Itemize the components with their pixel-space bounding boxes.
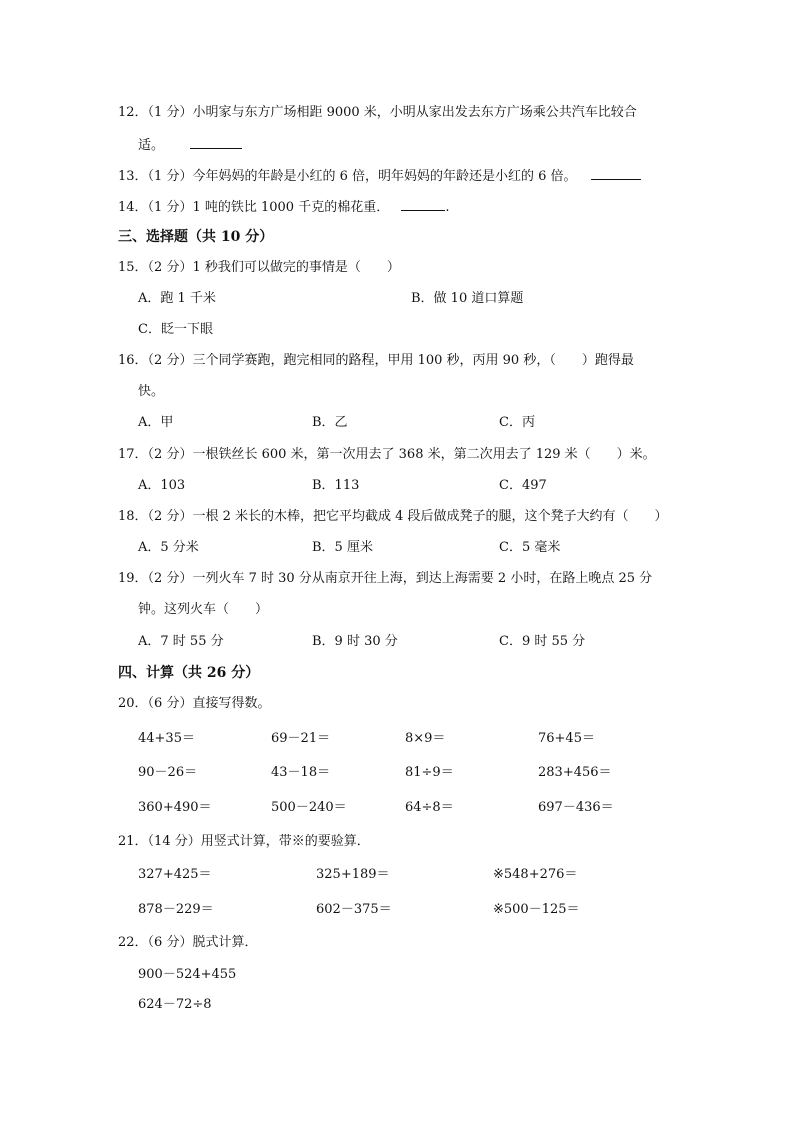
q20-item: 90－26＝ [138, 765, 198, 780]
q20-item: 44+35＝ [138, 731, 195, 746]
q17-option-b[interactable]: B．113 [312, 478, 360, 493]
q21-item: 327+425＝ [138, 867, 212, 882]
question-12-text: 12．（1 分）小明家与东方广场相距 9000 米，小明从家出发去东方广场乘公共汽车比较合 [118, 105, 637, 120]
question-13-text: 13．（1 分）今年妈妈的年龄是小红的 6 倍，明年妈妈的年龄还是小红的 6 倍。 [118, 169, 577, 184]
q21-item: 602－375＝ [316, 902, 392, 917]
section-title-calculation: 四、计算（共 26 分） [118, 665, 260, 681]
q20-item: 360+490＝ [138, 800, 212, 815]
question-19-text: 19．（2 分）一列火车 7 时 30 分从南京开往上海，到达上海需要 2 小时，在路上晚点 25 分 [118, 571, 653, 586]
answer-blank-12[interactable] [190, 134, 242, 149]
q19-option-c[interactable]: C．9 时 55 分 [499, 634, 586, 649]
question-14 [118, 196, 449, 218]
answer-blank-13[interactable] [591, 165, 641, 180]
question-14-text: 14．（1 分）1 吨的铁比 1000 千克的棉花重． [118, 200, 390, 215]
question-19-text-cont: 钟。这列火车（ ） [138, 602, 269, 617]
question-21-text: 21．（14 分）用竖式计算，带※的要验算． [118, 834, 370, 849]
q20-item: 81÷9＝ [405, 765, 454, 780]
question-20-text: 20．（6 分）直接写得数。 [118, 696, 271, 711]
question-12-text-cont [138, 134, 242, 156]
section-title-choice: 三、选择题（共 10 分） [118, 229, 274, 245]
q18-option-c[interactable]: C．5 毫米 [499, 540, 561, 555]
question-15-text: 15．（2 分）1 秒我们可以做完的事情是（ ） [118, 260, 400, 275]
q21-item: 325+189＝ [316, 867, 390, 882]
q15-option-b[interactable]: B．做 10 道口算题 [411, 291, 524, 306]
q22-item: 900－524+455 [138, 967, 237, 982]
q20-item: 500－240＝ [271, 800, 347, 815]
q20-item: 69－21＝ [271, 731, 331, 746]
question-22-text: 22．（6 分）脱式计算． [118, 935, 258, 950]
q18-option-a[interactable]: A．5 分米 [138, 540, 199, 555]
q16-option-c[interactable]: C．丙 [499, 415, 535, 430]
question-16-text: 16．（2 分）三个同学赛跑，跑完相同的路程，甲用 100 秒，丙用 90 秒，（ ）跑得最 [118, 353, 634, 368]
q16-option-a[interactable]: A．甲 [138, 415, 174, 430]
q16-option-b[interactable]: B．乙 [312, 415, 348, 430]
q21-item: 878－229＝ [138, 902, 214, 917]
question-17-text: 17．（2 分）一根铁丝长 600 米，第一次用去了 368 米，第二次用去了 129 米（ ）米。 [118, 447, 656, 462]
q20-item: 64÷8＝ [405, 800, 454, 815]
answer-blank-14[interactable] [401, 196, 445, 211]
q22-item: 624－72÷8 [138, 997, 212, 1012]
q17-option-c[interactable]: C．497 [499, 478, 547, 493]
q17-option-a[interactable]: A．103 [138, 478, 186, 493]
q15-option-c[interactable]: C．眨一下眼 [138, 322, 213, 337]
q20-item: 8×9＝ [405, 731, 446, 746]
question-13 [118, 165, 641, 187]
question-12-text-end: 适。 [138, 138, 165, 153]
q19-option-b[interactable]: B．9 时 30 分 [312, 634, 398, 649]
question-16-text-cont: 快。 [138, 384, 165, 399]
q19-option-a[interactable]: A．7 时 55 分 [138, 634, 224, 649]
q20-item: 76+45＝ [538, 731, 595, 746]
q15-option-a[interactable]: A．跑 1 千米 [138, 291, 216, 306]
q20-item: 283+456＝ [538, 765, 612, 780]
q21-item: ※548+276＝ [493, 867, 578, 882]
q20-item: 697－436＝ [538, 800, 614, 815]
q18-option-b[interactable]: B．5 厘米 [312, 540, 373, 555]
q20-item: 43－18＝ [271, 765, 331, 780]
question-14-period: . [445, 200, 450, 215]
question-18-text: 18．（2 分）一根 2 米长的木棒，把它平均截成 4 段后做成凳子的腿，这个凳子大约有（ ） [118, 509, 668, 524]
q21-item: ※500－125＝ [493, 902, 580, 917]
